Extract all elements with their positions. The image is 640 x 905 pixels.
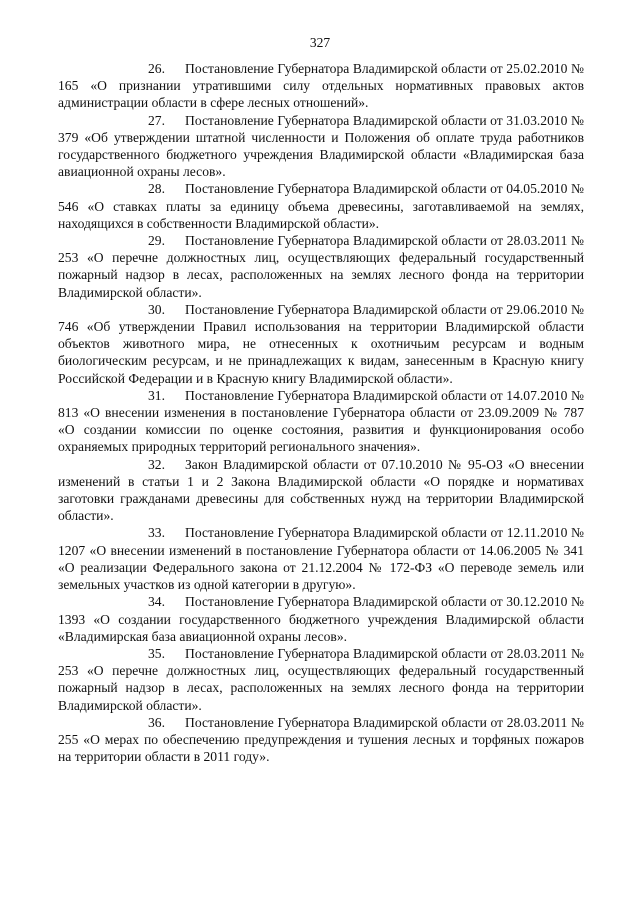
legal-acts-list bbox=[58, 60, 584, 765]
item-text: Постановление Губернатора Владимирской области от 28.03.2011 № 255 «О мерах по обеспечению предупреждения и тушения лесных и торфяных пожаров на территории области в 2011 году». bbox=[58, 714, 584, 765]
item-text: Постановление Губернатора Владимирской области от 31.03.2010 № 379 «Об утверждении штатной численности и Положения об оплате труда работников государственного бюджетного учреждения Владимирской области «Владимирская база авиационной охраны лесов». bbox=[58, 112, 584, 180]
item-number: 28. bbox=[148, 181, 165, 197]
item-text: Постановление Губернатора Владимирской области от 04.05.2010 № 546 «О ставках платы за единицу объема древесины, заготавливаемой на землях, находящихся в собственности Владимирской области». bbox=[58, 181, 584, 231]
item-number: 27. bbox=[148, 112, 165, 128]
list-item bbox=[58, 456, 584, 525]
item-text: Постановление Губернатора Владимирской области от 14.07.2010 № 813 «О внесении изменения в постановление Губернатора области от 23.09.2009 № 787 «О создании комиссии по оценке состояния, развития и функционирования особо охраняемых природных территорий регионального значения». bbox=[58, 387, 584, 455]
list-item bbox=[58, 60, 584, 112]
item-number: 26. bbox=[148, 61, 165, 76]
item-number: 33. bbox=[148, 525, 165, 541]
item-number: 29. bbox=[148, 233, 165, 249]
item-number: 30. bbox=[148, 301, 165, 317]
list-item bbox=[58, 714, 584, 766]
list-item bbox=[58, 593, 584, 645]
page-number: 327 bbox=[309, 35, 331, 50]
list-item bbox=[58, 524, 584, 593]
list-item bbox=[58, 387, 584, 456]
item-text: Постановление Губернатора Владимирской области от 25.02.2010 № 165 «О признании утратившими силу отдельных нормативных правовых актов администрации области в сфере лесных отношений». bbox=[58, 61, 584, 111]
list-item bbox=[58, 112, 584, 181]
item-number: 36. bbox=[148, 714, 165, 730]
item-text: Постановление Губернатора Владимирской области от 29.06.2010 № 746 «Об утверждении Правил использования на территории Владимирской области объектов животного мира, не отнесенных к охотничьим ресурсам и водным биологическим ресурсам, и не принадлежащих к видам, занесенным в Красную книгу Российской Федерации и в Красную книгу Владимирской области». bbox=[58, 301, 584, 386]
list-item bbox=[58, 645, 584, 714]
list-item bbox=[58, 301, 584, 387]
item-text: Постановление Губернатора Владимирской области от 28.03.2011 № 253 «О перечне должностных лиц, осуществляющих федеральный государственный пожарный надзор в лесах, расположенных на землях лесного фонда на территории Владимирской области». bbox=[58, 645, 584, 713]
item-number: 35. bbox=[148, 645, 165, 661]
item-number: 34. bbox=[148, 594, 165, 610]
list-item bbox=[58, 180, 584, 232]
item-text: Постановление Губернатора Владимирской области от 30.12.2010 № 1393 «О создании государственного бюджетного учреждения Владимирской области «Владимирская база авиационной охраны лесов». bbox=[58, 594, 584, 644]
item-text: Закон Владимирской области от 07.10.2010 № 95-ОЗ «О внесении изменений в статьи 1 и 2 Закона Владимирской области «О порядке и нормативах заготовки гражданами древесины для собственных нужд на территории Владимирской области». bbox=[58, 456, 584, 524]
item-number: 31. bbox=[148, 387, 165, 403]
item-text: Постановление Губернатора Владимирской области от 28.03.2011 № 253 «О перечне должностных лиц, осуществляющих федеральный государственный пожарный надзор в лесах, расположенных на землях лесного фонда на территории Владимирской области». bbox=[58, 233, 584, 300]
item-number: 32. bbox=[148, 456, 165, 472]
item-text: Постановление Губернатора Владимирской области от 12.11.2010 № 1207 «О внесении изменений в постановление Губернатора области от 14.06.2005 № 341 «О реализации Федерального закона от 21.12.2004 № 172-ФЗ «О переводе земель или земельных участков из одной категории в другую». bbox=[58, 525, 584, 593]
list-item bbox=[58, 232, 584, 301]
